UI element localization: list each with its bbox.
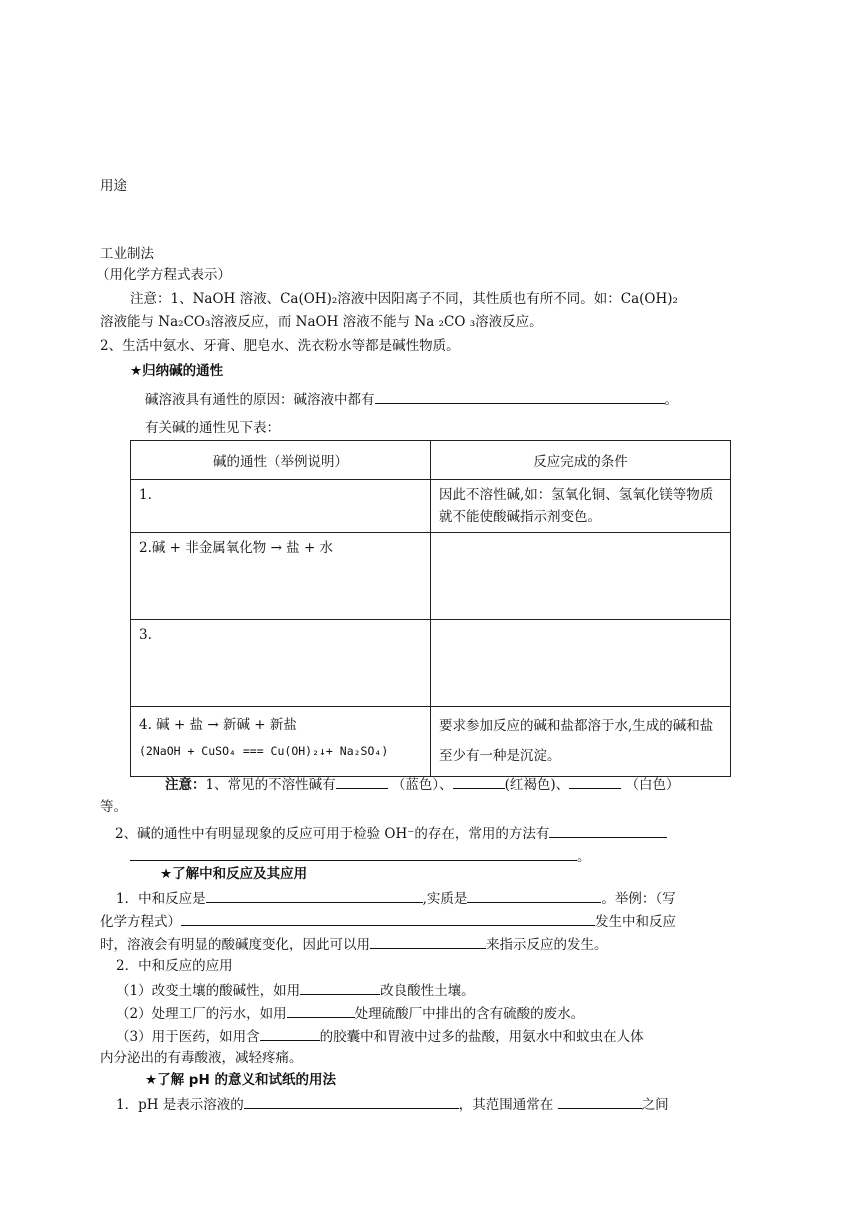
note1-line1: 注意：1、NaOH 溶液、Ca(OH)₂溶液中因阳离子不同，其性质也有所不同。如：Ca(OH)₂ bbox=[130, 291, 678, 307]
blank-ph-range[interactable] bbox=[558, 1093, 642, 1109]
blank-oh-method-1[interactable] bbox=[549, 822, 667, 838]
neutral-line1 bbox=[116, 887, 676, 909]
neutral-line4: 2．中和反应的应用 bbox=[116, 958, 233, 974]
uses-label: 用途 bbox=[100, 178, 127, 194]
neutral-l2b: 发生中和反应 bbox=[595, 914, 676, 930]
table-header-properties: 碱的通性（举例说明） bbox=[131, 441, 431, 480]
neutral-line3 bbox=[100, 933, 608, 955]
note1-line3: 2、生活中氨水、牙膏、肥皂水、洗衣粉水等都是碱性物质。 bbox=[100, 338, 460, 354]
neutral-l6b: 处理硫酸厂中排出的含有硫酸的废水。 bbox=[354, 1006, 585, 1022]
table-cell: 2.碱 + 非金属氧化物 → 盐 + 水 bbox=[131, 533, 431, 620]
note2-end: 。 bbox=[577, 849, 591, 865]
table-cell: 1. bbox=[131, 480, 431, 533]
neutral-line7 bbox=[116, 1025, 644, 1047]
note2-color-white: （白色） bbox=[625, 777, 680, 793]
table-cell: 因此不溶性碱,如：氢氧化铜、氢氧化镁等物质就不能使酸碱指示剂变色。 bbox=[431, 480, 731, 533]
table-row bbox=[131, 533, 731, 620]
neutral-l5b: 改良酸性土壤。 bbox=[380, 983, 475, 999]
note2-line2 bbox=[115, 822, 667, 844]
neutral-line2 bbox=[100, 910, 676, 932]
table-cell bbox=[431, 620, 731, 707]
neutral-l3a: 时，溶液会有明显的酸碱度变化，因此可以用 bbox=[100, 937, 370, 953]
ph-l1c: 之间 bbox=[641, 1097, 669, 1113]
note2-label: 注意： bbox=[165, 777, 206, 793]
blank-neutral-definition[interactable] bbox=[206, 887, 423, 903]
blank-red-brown-base[interactable] bbox=[453, 773, 505, 789]
blank-neutral-essence[interactable] bbox=[467, 887, 601, 903]
note2-color-blue: （蓝色）、 bbox=[391, 777, 453, 793]
table-row bbox=[131, 480, 731, 533]
neutral-l2a: 化学方程式） bbox=[100, 914, 181, 930]
ph-l1a: 1．pH 是表示溶液的 bbox=[116, 1097, 244, 1113]
note2-line1 bbox=[165, 773, 679, 795]
note2-line2-text: 2、碱的通性中有明显现象的反应可用于检验 OH⁻的存在，常用的方法有 bbox=[115, 826, 550, 842]
table-row bbox=[131, 620, 731, 707]
base-reason-suffix: 。 bbox=[664, 392, 678, 408]
heading-ph: ★了解 pH 的意义和试纸的用法 bbox=[145, 1072, 336, 1088]
base-properties-table bbox=[130, 440, 731, 777]
note2-color-redbrown: (红褐色)、 bbox=[504, 777, 570, 793]
note2-etc: 等。 bbox=[100, 799, 127, 815]
blank-ph-meaning[interactable] bbox=[244, 1093, 459, 1109]
ph-l1b: ，其范围通常在 bbox=[458, 1097, 554, 1113]
blank-blue-base[interactable] bbox=[336, 773, 388, 789]
table-cell bbox=[431, 533, 731, 620]
blank-soil[interactable] bbox=[300, 979, 380, 995]
table-cell: 3. bbox=[131, 620, 431, 707]
neutral-l5a: （1）改变土壤的酸碱性，如用 bbox=[116, 983, 301, 999]
neutral-l7a: （3）用于医药，如用含 bbox=[116, 1029, 260, 1045]
neutral-l3b: 来指示反应的发生。 bbox=[486, 937, 608, 953]
row4-equation-example: (2NaOH + CuSO₄ === Cu(OH)₂↓+ Na₂SO₄) bbox=[139, 744, 389, 758]
note2-text1: 1、常见的不溶性碱有 bbox=[205, 777, 336, 793]
neutral-l6a: （2）处理工厂的污水，如用 bbox=[116, 1006, 287, 1022]
neutral-line5 bbox=[116, 979, 475, 1001]
blank-indicator[interactable] bbox=[370, 933, 486, 949]
industrial-note: （用化学方程式表示） bbox=[96, 267, 231, 283]
neutral-line8: 内分泌出的有毒酸液，减轻疼痛。 bbox=[100, 1050, 303, 1066]
neutral-l1b: ,实质是 bbox=[422, 891, 468, 907]
row4-equation-general: 4. 碱 + 盐 → 新碱 + 新盐 bbox=[139, 717, 297, 733]
blank-white-base[interactable] bbox=[569, 773, 621, 789]
neutral-l1a: 1．中和反应是 bbox=[116, 891, 206, 907]
table-cell bbox=[131, 707, 431, 777]
industrial-label: 工业制法 bbox=[100, 246, 154, 262]
table-row bbox=[131, 707, 731, 777]
heading-neutralization: ★了解中和反应及其应用 bbox=[160, 866, 308, 882]
blank-neutral-equation[interactable] bbox=[181, 910, 595, 926]
blank-medicine[interactable] bbox=[260, 1025, 320, 1041]
blank-oh-method-2[interactable] bbox=[130, 845, 577, 861]
base-reason-prefix: 碱溶液具有通性的原因：碱溶液中都有 bbox=[145, 392, 375, 408]
ph-line1 bbox=[116, 1093, 669, 1115]
note1-line2: 溶液能与 Na₂CO₃溶液反应，而 NaOH 溶液不能与 Na ₂CO ₃溶液反应。 bbox=[100, 314, 543, 330]
blank-reason[interactable] bbox=[375, 388, 665, 404]
base-reason bbox=[145, 388, 678, 410]
table-header-conditions: 反应完成的条件 bbox=[431, 441, 731, 480]
table-header-row bbox=[131, 441, 731, 480]
neutral-l7b: 的胶囊中和胃液中过多的盐酸，用氨水中和蚊虫在人体 bbox=[319, 1029, 644, 1045]
neutral-l1c: 。举例：（写 bbox=[601, 891, 676, 907]
blank-wastewater[interactable] bbox=[287, 1002, 355, 1018]
heading-base-properties: ★归纳碱的通性 bbox=[130, 363, 224, 379]
neutral-line6 bbox=[116, 1002, 584, 1024]
table-intro: 有关碱的通性见下表： bbox=[145, 420, 280, 436]
table-cell: 要求参加反应的碱和盐都溶于水,生成的碱和盐至少有一种是沉淀。 bbox=[431, 707, 731, 777]
